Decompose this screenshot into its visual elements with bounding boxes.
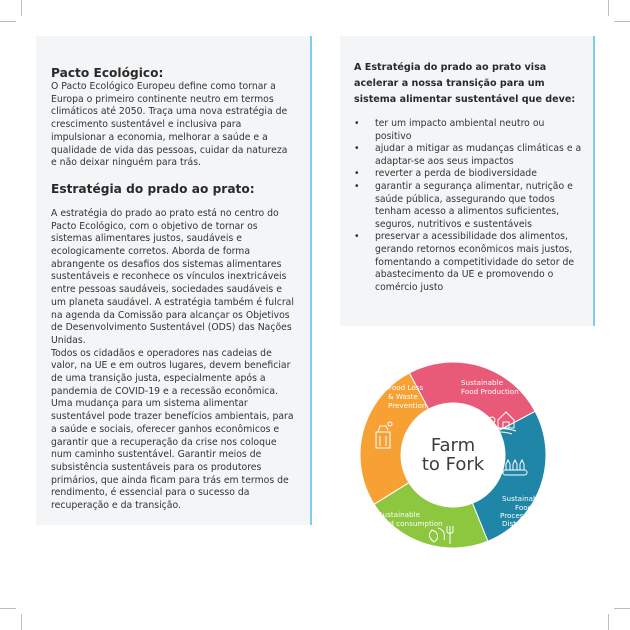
- label-processing-3: Processing &: [500, 511, 546, 520]
- list-item: [354, 231, 583, 294]
- bullet-icon: •: [354, 180, 360, 192]
- label-food-loss-1: Food Loss: [388, 383, 424, 392]
- label-food-production-1: Sustainable: [461, 378, 504, 387]
- list-item-text: garantir a segurança alimentar, nutrição e saúde pública, assegurando que todos tenham acesso a alimentos suficientes, seguros, nutritivos e sustentáveis: [375, 180, 573, 230]
- list-item-text: ter um impacto ambiental neutro ou positivo: [375, 118, 545, 142]
- list-item: [354, 118, 583, 143]
- strategy-intro: A Estratégia do prado ao prato visa acelerar a nossa transição para um sistema alimentar sustentável que deve:: [354, 62, 576, 105]
- right-panel: [340, 36, 593, 326]
- list-item-text: ajudar a mitigar as mudanças climáticas e a adaptar-se aos seus impactos: [375, 143, 582, 167]
- estrategia-paragraph-2: Todos os cidadãos e operadores nas cadeias de valor, na UE e em outros lugares, devem beneficiar de uma transição justa, especialmente após a pandemia de COVID-19 e a recessão econômica. Uma mudança para um sistema alimentar sustentável pode trazer benefícios ambientais, para a saúde e sociais, oferecer ganhos econômicos e garantir que a recuperação da crise nos coloque num caminho sustentável. Garantir meios de subsistência sustentáveis para os produtores primários, que ainda ficam para trás em termos de rendimento, é essencial para o sucesso da recuperação e da transição.: [51, 347, 294, 512]
- center-title-line1: Farm: [430, 435, 476, 456]
- estrategia-title: Estratégia do prado ao prato:: [51, 181, 255, 196]
- label-processing-1: Sustainable: [502, 494, 545, 503]
- crop-mark: [608, 0, 609, 16]
- center-title-line2: to Fork: [421, 454, 485, 475]
- left-panel: [36, 36, 310, 525]
- list-item-text: reverter a perda de biodiversidade: [375, 168, 537, 180]
- label-food-loss-2: & Waste: [388, 392, 418, 401]
- crop-mark: [614, 608, 630, 609]
- label-food-loss-3: Prevention: [388, 401, 427, 410]
- label-consumption-2: food consumption: [378, 519, 443, 528]
- crop-mark: [608, 614, 609, 630]
- pacto-title: Pacto Ecológico:: [51, 66, 164, 80]
- list-item: [354, 143, 583, 168]
- label-consumption-1: Sustainable: [378, 510, 421, 519]
- bullet-icon: •: [354, 118, 360, 129]
- crop-mark: [21, 614, 22, 630]
- bullet-icon: •: [354, 168, 360, 180]
- accent-edge: [310, 36, 312, 525]
- bullet-icon: •: [354, 143, 360, 155]
- goals-list: [354, 118, 583, 294]
- list-item-text: preservar a acessibilidade dos alimentos, gerando retornos econômicos mais justos, fomentando a competitividade do setor de abastecimento da UE e promovendo o comércio justo: [375, 231, 575, 293]
- label-food-production-2: Food Production: [461, 387, 519, 396]
- farm-to-fork-diagram: [360, 360, 546, 550]
- estrategia-paragraph-1: A estratégia do prado ao prato está no centro do Pacto Ecológico, com o objetivo de tornar os sistemas alimentares justos, saudáveis e ecologicamente corretos. Aborda de forma abrangente os desafios dos sistemas alimentares sustentáveis e reconhece os vínculos inextricáveis entre pessoas saudáveis, sociedades saudáveis e um planeta saudável. A estratégia também é fulcral na agenda da Comissão para alcançar os Objetivos de Desenvolvimento Sustentável (ODS) das Nações Unidas.: [51, 207, 294, 346]
- list-item: [354, 168, 583, 181]
- list-item: [354, 181, 583, 231]
- bullet-icon: •: [354, 231, 360, 243]
- crop-mark: [614, 21, 630, 22]
- crop-mark: [21, 0, 22, 16]
- label-processing-4: Distribution: [502, 519, 544, 528]
- label-processing-2: Food: [515, 503, 533, 512]
- accent-edge: [593, 36, 595, 326]
- crop-mark: [0, 21, 16, 22]
- pacto-text: O Pacto Ecológico Europeu define como tornar a Europa o primeiro continente neutro em termos climáticos até 2050. Traça uma nova estratégia de crescimento sustentável e inclusiva para impulsionar a economia, melhorar a saúde e a qualidade de vida das pessoas, cuidar da natureza e não deixar ninguém para trás.: [51, 81, 288, 169]
- crop-mark: [0, 608, 16, 609]
